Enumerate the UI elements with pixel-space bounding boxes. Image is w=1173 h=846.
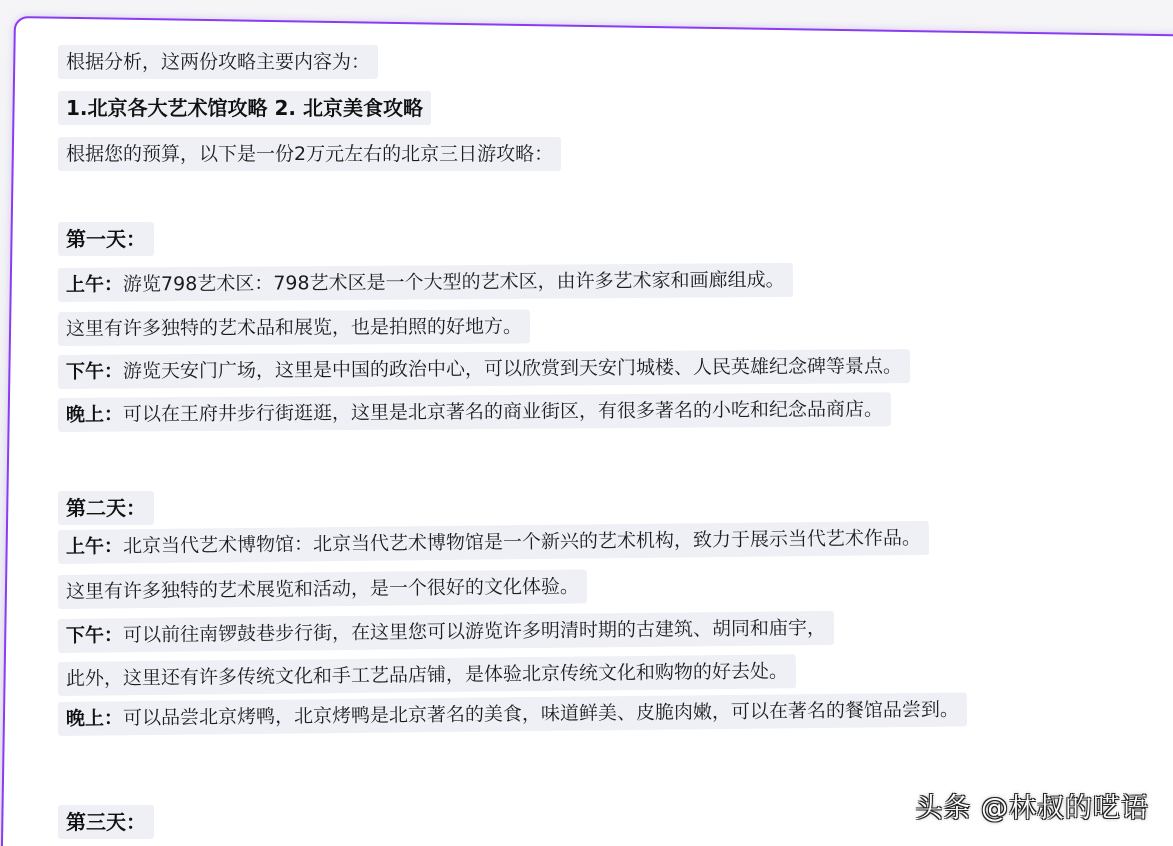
day2-afternoon-text: 可以前往南锣鼓巷步行街，在这里您可以游览许多明清时期的古建筑、胡同和庙宇， bbox=[122, 616, 827, 647]
day1-evening-label: 晚上： bbox=[65, 403, 124, 426]
day2-afternoon bbox=[58, 611, 834, 653]
day2-morning bbox=[58, 521, 929, 564]
analysis-text: 根据分析，这两份攻略主要内容为： bbox=[66, 51, 371, 73]
day2-morning-more-text: 这里有许多独特的艺术展览和活动，是一个很好的文化体验。 bbox=[65, 575, 580, 603]
day1-morning-text: 游览798艺术区：798艺术区是一个大型的艺术区，由许多艺术家和画廊组成。 bbox=[122, 268, 785, 296]
day2-evening bbox=[58, 692, 967, 736]
day3-title bbox=[58, 805, 154, 839]
day1-title-text: 第一天： bbox=[66, 227, 146, 251]
day2-title-text: 第二天： bbox=[66, 496, 146, 520]
day2-evening-label: 晚上： bbox=[65, 707, 124, 730]
budget-line bbox=[58, 137, 561, 171]
day1-afternoon-label: 下午： bbox=[65, 360, 124, 383]
guides-title-text: 1.北京各大艺术馆攻略 2. 北京美食攻略 bbox=[66, 96, 423, 120]
day1-title bbox=[58, 222, 154, 256]
day2-morning-more bbox=[58, 569, 587, 609]
day1-evening-text: 可以在王府井步行街逛逛，这里是北京著名的商业街区，有很多著名的小吃和纪念品商店。 bbox=[122, 398, 884, 426]
day2-morning-label: 上午： bbox=[65, 535, 124, 558]
day1-morning-more-text: 这里有许多独特的艺术品和展览，也是拍照的好地方。 bbox=[65, 315, 523, 340]
source-watermark: 头条 @林叔的呓语 bbox=[915, 793, 1149, 824]
day1-morning-label: 上午： bbox=[65, 273, 124, 296]
day1-afternoon-text: 游览天安门广场，这里是中国的政治中心，可以欣赏到天安门城楼、人民英雄纪念碑等景点。 bbox=[122, 355, 903, 383]
analysis-line bbox=[58, 45, 378, 79]
day1-morning-more bbox=[58, 310, 530, 346]
budget-text: 根据您的预算，以下是一份2万元左右的北京三日游攻略： bbox=[66, 143, 554, 165]
day2-afternoon-more bbox=[58, 654, 796, 696]
day2-afternoon-more-text: 此外，这里还有许多传统文化和手工艺品店铺，是体验北京传统文化和购物的好去处。 bbox=[65, 660, 789, 690]
day2-afternoon-label: 下午： bbox=[65, 624, 124, 647]
day2-morning-text: 北京当代艺术博物馆：北京当代艺术博物馆是一个新兴的艺术机构，致力于展示当代艺术作品。 bbox=[122, 526, 922, 558]
day1-evening bbox=[58, 392, 891, 432]
day2-title bbox=[58, 491, 154, 525]
day2-evening-text: 可以品尝北京烤鸭，北京烤鸭是北京著名的美食，味道鲜美、皮脆肉嫩，可以在著名的餐馆品尝到。 bbox=[122, 698, 960, 730]
day1-afternoon bbox=[58, 349, 910, 389]
guides-title bbox=[58, 91, 431, 125]
day3-title-text: 第三天： bbox=[66, 810, 146, 834]
day1-morning bbox=[58, 263, 793, 302]
